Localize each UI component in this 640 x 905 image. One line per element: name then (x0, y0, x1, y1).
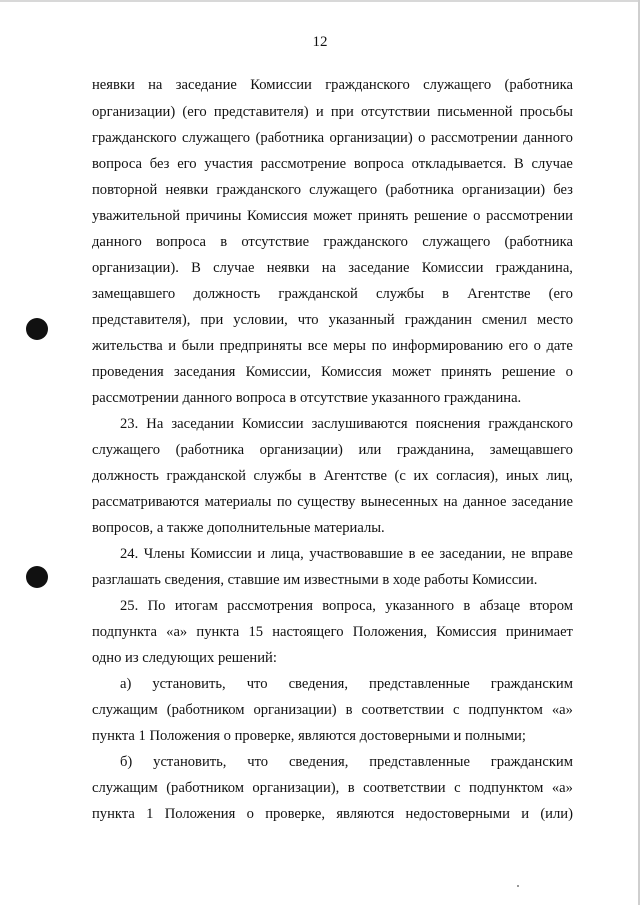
text-line (120, 417, 573, 432)
word: гражданского (92, 130, 177, 146)
word: (работником (166, 702, 245, 718)
word: (или) (540, 806, 573, 822)
text-line (92, 78, 573, 93)
word: материалы (204, 494, 272, 510)
word: в (463, 598, 471, 614)
word: вопроса (155, 234, 206, 250)
word: существу (297, 494, 356, 510)
word: гражданин (404, 312, 472, 328)
word: что (247, 754, 269, 770)
word: что (297, 312, 319, 328)
word: гражданского (323, 234, 408, 250)
text-line: пункта 1 Положения о проверке, являются достоверными и полными; (92, 728, 526, 744)
word: а) (120, 676, 132, 692)
word: заседание (175, 77, 237, 93)
word: жительства (92, 338, 163, 354)
word: настоящего (272, 624, 344, 640)
page-edge-top (0, 0, 640, 2)
word: проверке, (265, 806, 326, 822)
text-line (92, 781, 573, 796)
word: в (408, 546, 416, 562)
word: абзаце (479, 598, 521, 614)
word: данное (462, 494, 507, 510)
word: случае (531, 156, 573, 172)
word: Комиссия (247, 208, 308, 224)
text-line (92, 235, 573, 250)
word: пояснения (415, 416, 481, 432)
word: участия (204, 156, 253, 172)
word: вправе (531, 546, 573, 562)
word: служащим (92, 702, 158, 718)
word: указанный (328, 312, 395, 328)
word: неявки (165, 182, 209, 198)
word: службы (376, 286, 425, 302)
word: Комиссия (436, 624, 497, 640)
word: соответствии (361, 702, 445, 718)
word: организации) (259, 442, 343, 458)
text-line (92, 287, 573, 302)
word: лица, (270, 546, 304, 562)
text-line (120, 755, 573, 770)
word: принимает (505, 624, 573, 640)
text-line (92, 703, 573, 718)
word: гражданской (278, 286, 358, 302)
word: участвовавшие (309, 546, 404, 562)
word: недостоверными (405, 806, 510, 822)
word: организации), (252, 780, 340, 796)
punch-hole-bottom (26, 566, 48, 588)
word: организации) (92, 104, 176, 120)
word: Агентстве (323, 468, 387, 484)
word: уважительной (92, 208, 181, 224)
word: «а» (166, 624, 188, 640)
word: в (345, 702, 353, 718)
punch-hole-top (26, 318, 48, 340)
text-line (92, 469, 573, 484)
word: принять (441, 364, 492, 380)
word: Агентстве (467, 286, 531, 302)
word: втором (529, 598, 573, 614)
word: служащего (423, 77, 492, 93)
word: может (391, 364, 431, 380)
word: пункта (92, 806, 135, 822)
text-line: разглашать сведения, ставшие им известными в ходе работы Комиссии. (92, 572, 538, 588)
word: представленные (369, 754, 470, 770)
word: их (413, 468, 429, 484)
word: проведения (92, 364, 164, 380)
word: 1 (146, 806, 154, 822)
word: и (168, 338, 177, 354)
word: 25. (120, 598, 139, 614)
word: гражданского (325, 77, 410, 93)
word: Комиссии, (245, 364, 311, 380)
word: служащего (92, 442, 161, 458)
word: повторной (92, 182, 158, 198)
word: информированию (392, 338, 504, 354)
word: (его (548, 286, 573, 302)
word: в (220, 234, 228, 250)
word: На (146, 416, 164, 432)
word: Комиссии (241, 416, 304, 432)
text-line (92, 339, 573, 354)
word: В (191, 260, 201, 276)
text-line (92, 495, 573, 510)
word: решение (413, 208, 468, 224)
word: Комиссии (250, 77, 312, 93)
word: предприняты (219, 338, 303, 354)
word: заседания (173, 364, 236, 380)
word: установить, (152, 676, 226, 692)
word: Комиссии (190, 546, 252, 562)
word: Комиссия (321, 364, 382, 380)
word: установить, (153, 754, 227, 770)
word: были (181, 338, 215, 354)
word: гражданского (488, 416, 573, 432)
word: «а» (551, 780, 573, 796)
text-line (120, 599, 573, 614)
word: что (246, 676, 268, 692)
word: неявки (266, 260, 310, 276)
text-line (120, 547, 573, 562)
text-line (92, 443, 573, 458)
text-line: вопросов, а также дополнительные материалы. (92, 520, 385, 536)
text-line (92, 209, 573, 224)
word: все (307, 338, 328, 354)
word: итогам (174, 598, 218, 614)
word: представителя) (213, 104, 309, 120)
word: ее (421, 546, 434, 562)
word: 24. (120, 546, 139, 562)
text-line (92, 313, 573, 328)
word: (работника (255, 130, 325, 146)
word: и (257, 546, 266, 562)
word: может (313, 208, 353, 224)
word: данного (92, 234, 142, 250)
word: не (511, 546, 526, 562)
word: рассмотрения (227, 598, 313, 614)
word: вопроса (353, 156, 404, 172)
word: на (148, 77, 163, 93)
word: гражданина, (396, 442, 475, 458)
word: просьбы (519, 104, 573, 120)
word: данного (523, 130, 573, 146)
word: соответствии (363, 780, 446, 796)
word: По (147, 598, 166, 614)
word: (работника (504, 234, 573, 250)
word: неявки (92, 77, 135, 93)
word: Положения (164, 806, 236, 822)
text-line (92, 131, 573, 146)
scan-speck (517, 885, 519, 887)
word: б) (120, 754, 133, 770)
word: заседание (348, 260, 410, 276)
word: (работником (166, 780, 244, 796)
word: отсутствии (360, 104, 431, 120)
word: (работника (175, 442, 245, 458)
word: «а» (551, 702, 573, 718)
word: представленные (369, 676, 470, 692)
word: пункта (196, 624, 240, 640)
word: решение (501, 364, 556, 380)
word: условии, (233, 312, 288, 328)
word: гражданским (490, 676, 573, 692)
word: с (454, 780, 461, 796)
word: должность (92, 468, 159, 484)
word: о (473, 208, 481, 224)
text-line (92, 625, 573, 640)
word: организации) (253, 702, 337, 718)
word: сменил (481, 312, 527, 328)
text-line: одно из следующих решений: (92, 650, 277, 666)
word: служащим (92, 780, 158, 796)
word: (работника (385, 182, 454, 198)
word: откладывается. (411, 156, 507, 172)
word: принять (357, 208, 409, 224)
word: отсутствие (241, 234, 310, 250)
word: гражданского (216, 182, 301, 198)
word: или (358, 442, 382, 458)
word: служащего (182, 130, 251, 146)
word: по (276, 494, 292, 510)
word: о (565, 364, 573, 380)
word: В (514, 156, 524, 172)
text-line (120, 677, 573, 692)
word: рассматриваются (92, 494, 200, 510)
word: в (442, 286, 450, 302)
text-line (92, 261, 573, 276)
text-line (92, 105, 573, 120)
word: его (508, 338, 529, 354)
word: вынесенных (360, 494, 438, 510)
word: рассмотрение (260, 156, 347, 172)
word: 23. (120, 416, 139, 432)
text-line (92, 157, 573, 172)
word: о (533, 338, 541, 354)
word: сведения, (288, 676, 349, 692)
word: подпунктом (469, 780, 544, 796)
word: при (330, 104, 354, 120)
word: причины (185, 208, 242, 224)
word: замещавшего (92, 286, 176, 302)
text-line (92, 365, 573, 380)
word: место (536, 312, 573, 328)
word: о (246, 806, 254, 822)
word: с (453, 702, 460, 718)
word: гражданской (166, 468, 246, 484)
page-number: 12 (312, 34, 328, 50)
word: без (149, 156, 170, 172)
word: представителя), (92, 312, 191, 328)
word: Комиссии (421, 260, 484, 276)
word: по (371, 338, 387, 354)
word: рассмотрении (486, 208, 573, 224)
word: случае (213, 260, 255, 276)
word: заседание (511, 494, 573, 510)
word: служащего (309, 182, 378, 198)
word: согласия), (436, 468, 499, 484)
word: на (443, 494, 458, 510)
word: подпункта (92, 624, 157, 640)
word: службы (253, 468, 302, 484)
text-line (92, 183, 573, 198)
word: организации). (92, 260, 179, 276)
word: (с (394, 468, 406, 484)
word: вопроса (92, 156, 142, 172)
word: иных (506, 468, 539, 484)
word: меры (333, 338, 366, 354)
word: 15 (248, 624, 264, 640)
word: заслушиваются (311, 416, 408, 432)
word: гражданским (490, 754, 573, 770)
word: служащего (422, 234, 491, 250)
word: должность (193, 286, 261, 302)
word: указанного (385, 598, 454, 614)
word: дате (546, 338, 573, 354)
word: его (177, 156, 197, 172)
word: лиц, (546, 468, 573, 484)
word: на (321, 260, 337, 276)
word: Члены (143, 546, 185, 562)
word: и (521, 806, 530, 822)
word: организации) (329, 130, 413, 146)
word: подпунктом (468, 702, 543, 718)
word: замещавшего (489, 442, 573, 458)
text-line (92, 807, 573, 822)
word: вопроса, (322, 598, 376, 614)
word: заседании, (439, 546, 506, 562)
word: гражданина, (495, 260, 573, 276)
word: в (309, 468, 317, 484)
word: в (347, 780, 355, 796)
word: заседании (171, 416, 234, 432)
word: (работника (504, 77, 573, 93)
word: организации) (461, 182, 546, 198)
word: письменной (437, 104, 513, 120)
word: являются (336, 806, 395, 822)
word: при (200, 312, 224, 328)
text-line: рассмотрении данного вопроса в отсутствие указанного гражданина. (92, 390, 522, 406)
word: и (315, 104, 324, 120)
word: о (418, 130, 426, 146)
word: сведения, (288, 754, 349, 770)
word: без (553, 182, 573, 198)
word: рассмотрении (430, 130, 518, 146)
word: (его (182, 104, 207, 120)
word: Положения, (352, 624, 427, 640)
